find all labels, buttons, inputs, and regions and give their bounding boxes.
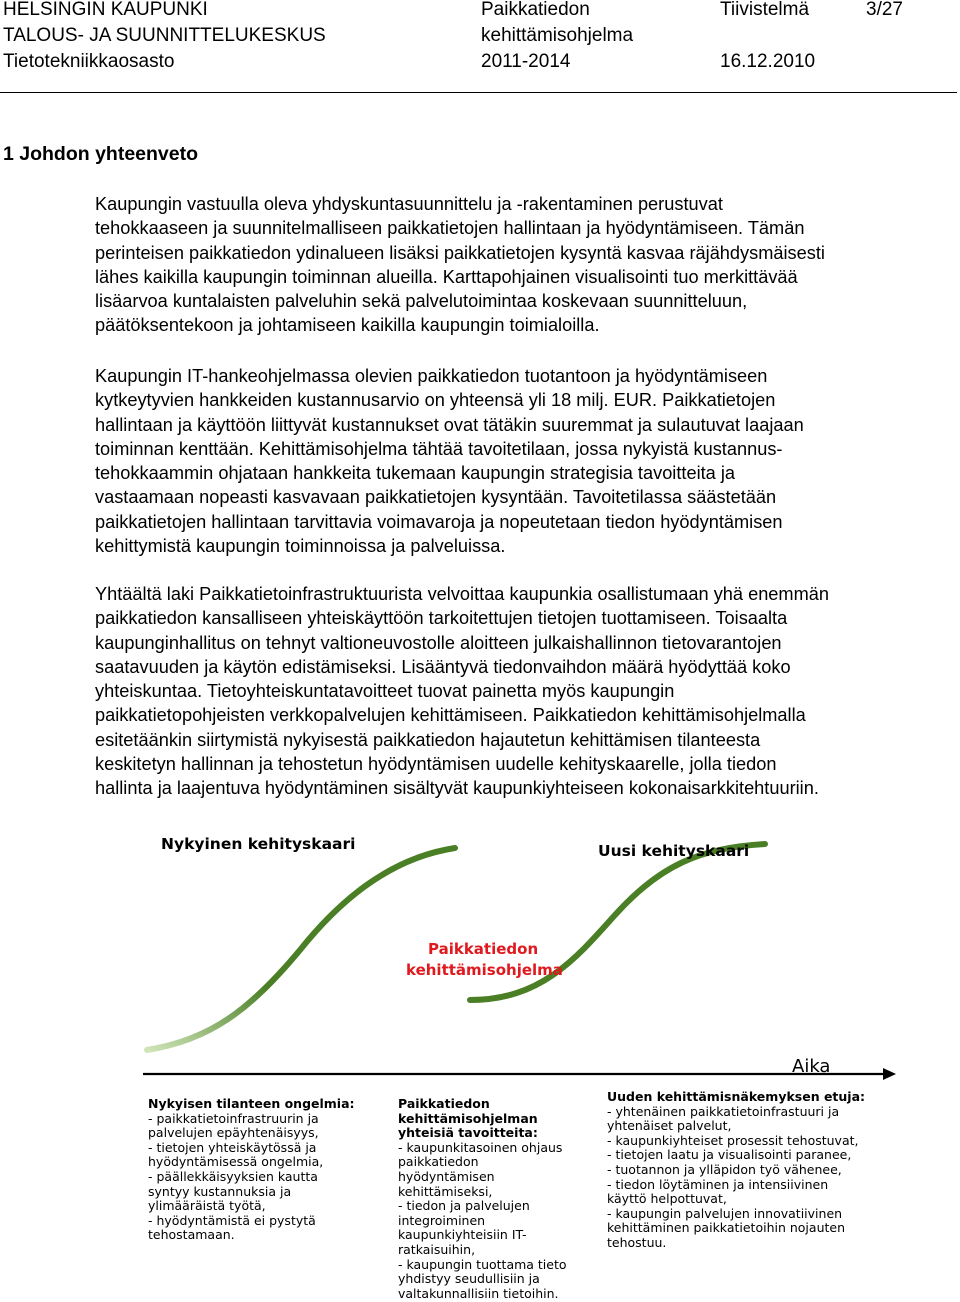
text-line: Yhtäältä laki Paikkatietoinfrastruktuurista velvoittaa kaupunkia osallistumaan yhä enemmän [95,584,829,604]
note-line: hyödyntämisessä ongelmia, [148,1154,324,1170]
x-axis-label: Aika [792,1056,831,1077]
note-line: tehostuu. [607,1234,667,1250]
text-line: paikkatietopohjeisten verkkopalvelujen kehittämiseen. Paikkatiedon kehittämisohjelmalla [95,705,806,726]
text-line: kehittymistä kaupungin toiminnoissa ja palveluissa. [95,536,506,557]
note-new-benefits [607,1090,865,1251]
note-line: syntyy kustannuksia ja [148,1183,292,1199]
program-label: kehittämisohjelma [406,961,563,979]
text-line: tehokkaammin ohjataan hankkeita tukemaan kaupungin strategisia tavoitteita ja [95,463,735,484]
text-line: hallinta ja laajentuva hyödyntäminen sisältyvät kaupunkiyhteiseen kokonaisarkkitehtuuriin. [95,778,819,799]
note-line: ylimääräistä työtä, [148,1198,266,1214]
note-line: integroiminen [398,1212,486,1228]
note-program-goals [398,1097,567,1301]
note-line: tehostamaan. [148,1227,235,1243]
note-title: yhteisiä tavoitteita: [398,1125,538,1141]
note-line: valtakunnallisiin tietoihin. [398,1285,559,1301]
x-axis-arrow-icon [883,1068,896,1080]
org-line: HELSINGIN KAUPUNKI [3,0,208,20]
paragraph-1 [95,192,945,338]
note-line: - kaupungin tuottama tieto [398,1256,567,1272]
header-doc-type [720,0,815,77]
note-line: - tuotannon ja ylläpidon työ vähenee, [607,1161,842,1177]
text-line: päätöksentekoon ja johtamiseen kaikilla kaupungin toimialoilla. [95,315,600,336]
text-line: kytkeytyvien hankkeiden kustannusarvio on yhteensä yli 18 milj. EUR. Paikkatietojen [95,390,776,411]
note-line: - yhtenäinen paikkatietoinfrastuuri ja [607,1103,840,1119]
text-line: perinteisen paikkatiedon ydinalueen lisäksi paikkatietojen kysyntä kasvaa räjähdysmäisesti [95,242,825,263]
page-number: 3/27 [866,0,903,20]
text-line: lisäarvoa kuntalaisten palveluhin sekä palvelutoimintaa koskevaan suunnitteluun, [95,291,748,312]
text-line: Kaupungin vastuulla oleva yhdyskuntasuunnittelu ja -rakentaminen perustuvat [95,194,723,214]
note-line: yhtenäiset palvelut, [607,1118,732,1134]
text-line: paikkatietojen hallintaan tarvittavia voimavaroja ja nopeutetaan tiedon hyödyntämisen [95,511,783,532]
doc-line: 2011-2014 [481,51,571,72]
note-line: - hyödyntämistä ei pystytä [148,1212,316,1228]
note-line: - tietojen laatu ja visualisointi paranee, [607,1147,852,1163]
note-line: - kaupunkitasoinen ohjaus [398,1139,563,1155]
note-line: - tietojen yhteiskäytössä ja [148,1139,317,1155]
text-line: yhteiskuntaa. Tietoyhteiskuntatavoitteet tuovat painetta myös kaupungin [95,681,675,702]
note-title: Uuden kehittämisnäkemyksen etuja: [607,1089,866,1104]
note-title: kehittämisohjelman [398,1110,538,1126]
note-line: - kaupungin palvelujen innovatiivinen [607,1205,843,1221]
note-line: palvelujen epäyhtenäisyys, [148,1125,319,1141]
text-line: lähes kaikilla kaupungin toiminnan alueilla. Karttapohjainen visualisointi tuo merkittävää [95,266,798,287]
note-line: - tiedon ja palvelujen [398,1198,530,1214]
text-line: toiminnan kenttään. Kehittämisohjelma tähtää tavoitetilaan, jossa nykyistä kustannus- [95,438,783,459]
note-line: - päällekkäisyyksien kautta [148,1168,318,1184]
text-line: kaupunginhallitus on tehnyt valtioneuvostolle aloitteen julkaishallinnon tietovarantojen [95,632,782,653]
text-line: esitetäänkin siirtymistä nykyisestä paikkatiedon hajautetun kehittämisen tilanteesta [95,729,761,750]
note-line: paikkatiedon [398,1154,479,1170]
note-line: käyttö helpottuvat, [607,1191,727,1207]
text-line: keskitetyn hallinnan ja tehostetun hyödyntämisen uudelle kehityskaarelle, jolla tiedon [95,754,777,775]
note-line: - tiedon löytäminen ja intensiivinen [607,1176,829,1192]
header-document [481,0,633,77]
header-organization [3,0,326,77]
org-line: Tietotekniikkaosasto [3,51,175,72]
program-label: Paikkatiedon [428,940,539,958]
note-line: yhdistyy seudullisiin ja [398,1271,540,1287]
doc-line: Paikkatiedon [481,0,590,20]
paragraph-3 [95,582,945,801]
text-line: Kaupungin IT-hankeohjelmassa olevien paikkatiedon tuotantoon ja hyödyntämiseen [95,366,768,386]
note-line: kehittäminen paikkatietoihin nojauten [607,1220,846,1236]
header-rule [0,92,957,93]
header-page-number [866,0,903,25]
doc-date: 16.12.2010 [720,51,816,72]
doc-type: Tiivistelmä [720,0,810,20]
text-line: saatavuuden ja käytön edistämiseksi. Lisääntyvä tiedonvaihdon määrä hyödyttää koko [95,656,791,677]
new-curve-label: Uusi kehityskaari [598,842,750,860]
paragraph-2 [95,364,945,558]
note-title: Nykyisen tilanteen ongelmia: [148,1096,355,1111]
text-line: vastaamaan nopeasti kasvavaan paikkatietojen kysyntään. Tavoitetilassa säästetään [95,487,777,508]
current-curve-label: Nykyinen kehityskaari [161,835,356,853]
org-line: TALOUS- JA SUUNNITTELUKESKUS [3,25,326,46]
doc-line: kehittämisohjelma [481,25,634,46]
note-title: Paikkatiedon [398,1096,490,1111]
text-line: hallintaan ja käyttöön liittyvät kustannukset ovat tätäkin suuremmat ja sulautuvat laajaan [95,414,804,435]
note-line: - paikkatietoinfrastruurin ja [148,1110,319,1126]
note-line: ratkaisuihin, [398,1241,476,1257]
current-development-curve [147,848,455,1050]
note-line: hyödyntämisen [398,1168,495,1184]
note-line: - kaupunkiyhteiset prosessit tehostuvat, [607,1132,859,1148]
development-curve-figure [0,820,960,1080]
note-line: kehittämiseksi, [398,1183,493,1199]
note-current-problems [148,1097,355,1243]
note-line: kaupunkiyhteisiin IT- [398,1227,527,1243]
text-line: tehokkaaseen ja suunnitelmalliseen paikkatietojen hallintaan ja hyödyntämiseen. Tämän [95,218,805,239]
text-line: paikkatiedon kansalliseen yhteiskäyttöön tarkoitettujen tietojen tuottamiseen. Toisaalta [95,608,788,629]
section-title: 1 Johdon yhteenveto [3,143,199,165]
